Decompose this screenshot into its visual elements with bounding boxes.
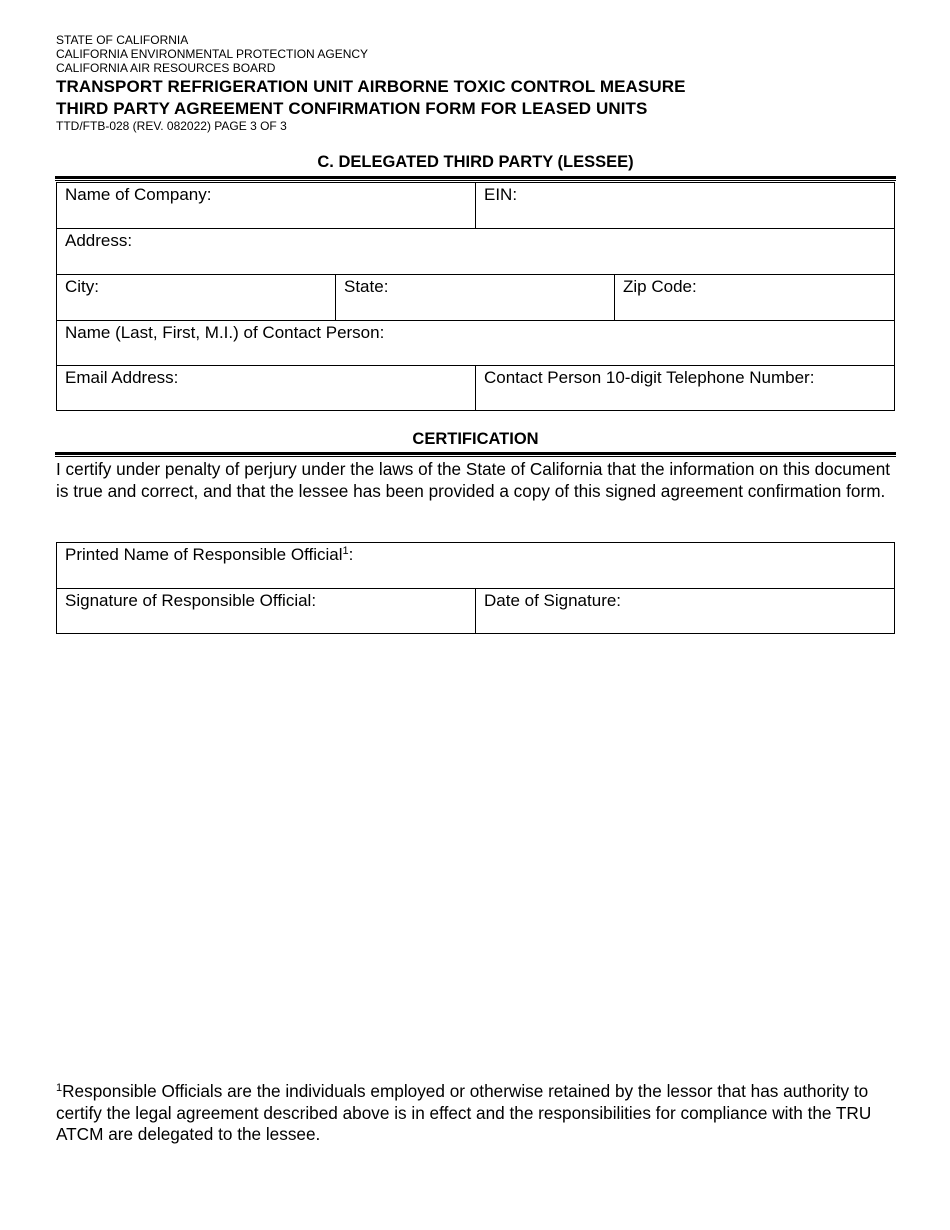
contact-person-field[interactable] <box>56 320 895 366</box>
phone-field[interactable] <box>475 365 895 411</box>
date-of-signature-label: Date of Signature: <box>484 591 622 610</box>
contact-person-label: Name (Last, First, M.I.) of Contact Person: <box>65 323 385 342</box>
agency-carb: CALIFORNIA AIR RESOURCES BOARD <box>56 61 276 75</box>
section-c-title: C. DELEGATED THIRD PARTY (LESSEE) <box>317 153 634 171</box>
agency-calepa: CALIFORNIA ENVIRONMENTAL PROTECTION AGENCY <box>56 47 369 61</box>
certification-title: CERTIFICATION <box>412 430 539 448</box>
city-field[interactable] <box>56 274 336 321</box>
company-name-label: Name of Company: <box>65 185 212 204</box>
signature-label: Signature of Responsible Official: <box>65 591 317 610</box>
zip-code-label: Zip Code: <box>623 277 697 296</box>
city-label: City: <box>65 277 99 296</box>
zip-code-field[interactable] <box>614 274 895 321</box>
email-label: Email Address: <box>65 368 179 387</box>
footnote-ref: 1 <box>342 545 349 557</box>
form-id: TTD/FTB-028 (REV. 082022) PAGE 3 OF 3 <box>56 119 287 133</box>
printed-name-label: Printed Name of Responsible Official <box>65 545 343 564</box>
certification-statement: I certify under penalty of perjury under the laws of the State of California that the information on this document is true and correct, and that the lessee has been provided a copy of this signed agreement confirmation form. <box>56 459 891 501</box>
printed-name-colon: : <box>348 545 354 564</box>
form-title-line2: THIRD PARTY AGREEMENT CONFIRMATION FORM FOR LEASED UNITS <box>56 99 648 118</box>
state-field[interactable] <box>335 274 615 321</box>
address-field[interactable] <box>56 228 895 275</box>
company-name-field[interactable] <box>56 182 476 229</box>
state-label: State: <box>344 277 389 296</box>
section-c-rule <box>55 176 896 181</box>
phone-label: Contact Person 10-digit Telephone Number: <box>484 368 815 387</box>
date-of-signature-field[interactable] <box>475 588 895 634</box>
printed-name-field[interactable] <box>56 542 895 589</box>
address-label: Address: <box>65 231 133 250</box>
footnote-text: Responsible Officials are the individuals employed or otherwise retained by the lessor that has authority to certify the legal agreement described above is in effect and the responsibilities for compliance with the TRU ATCM are delegated to the lessee. <box>56 1081 872 1145</box>
ein-label: EIN: <box>484 185 518 204</box>
signature-field[interactable] <box>56 588 476 634</box>
footnote <box>56 1081 876 1146</box>
certification-rule <box>55 452 896 457</box>
email-field[interactable] <box>56 365 476 411</box>
ein-field[interactable] <box>475 182 895 229</box>
form-title-line1: TRANSPORT REFRIGERATION UNIT AIRBORNE TOXIC CONTROL MEASURE <box>56 77 686 96</box>
footnote-marker: 1 <box>56 1082 63 1094</box>
agency-state: STATE OF CALIFORNIA <box>56 33 189 47</box>
